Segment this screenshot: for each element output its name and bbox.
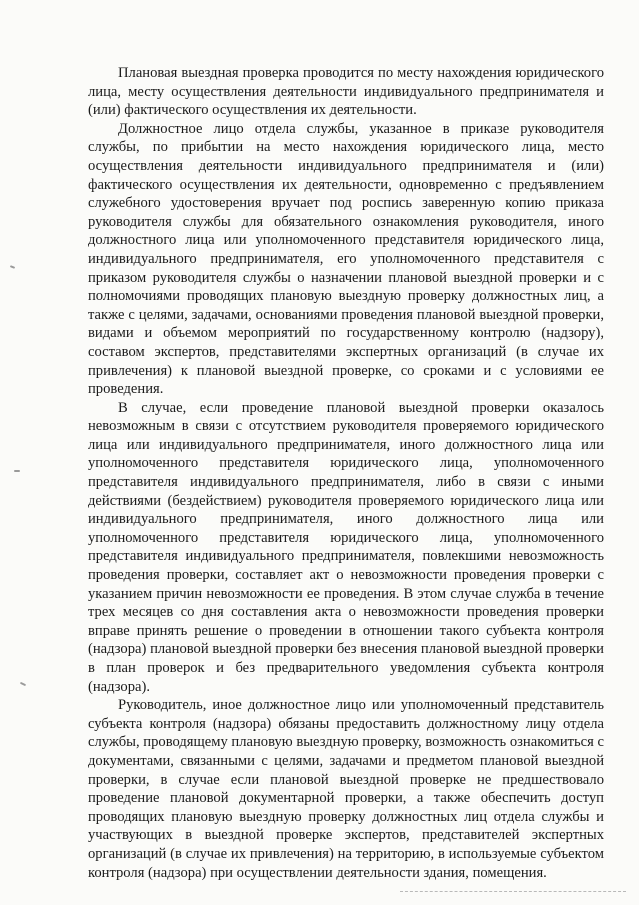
paragraph-impossibility-act: В случае, если проведение плановой выездной проверки оказалось невозможным в связи с отсутствием руководителя проверяемого юридического лица или индивидуального предпринимателя, иного должностного лица или уполномоченного представителя юридического лица, уполномоченного представителя индивидуального предпринимателя, либо в связи с иными действиями (бездействием) руководителя проверяемого юридического лица или индивидуального предпринимателя, иного должностного лица или уполномоченного представителя юридического лица, уполномоченного представителя индивидуального предпринимателя, повлекшими невозможность проведения проверки, составляет акт о невозможности проведения проверки с указанием причин невозможности ее проведения. В этом случае служба в течение трех месяцев со дня составления акта о невозможности проведения проверки вправе принять решение о проведении в отношении такого субъекта контроля (надзора) плановой выездной проверки без внесения плановой выездной проверки в план проверок и без предварительного уведомления субъекта контроля (надзора). bbox=[88, 399, 604, 695]
document-page bbox=[88, 64, 604, 882]
scan-artifact-mark bbox=[14, 470, 20, 472]
page-bottom-rule bbox=[400, 891, 626, 892]
scan-artifact-mark bbox=[10, 265, 15, 269]
paragraph-site-of-inspection: Плановая выездная проверка проводится по месту нахождения юридического лица, месту осуществления деятельности индивидуального предпринимателя и (или) фактического осуществления их деятельности. bbox=[88, 65, 604, 119]
scan-artifact-mark bbox=[20, 682, 26, 686]
paragraph-access-obligations: Руководитель, иное должностное лицо или уполномоченный представитель субъекта контроля (надзора) обязаны предоставить должностному лицу отдела службы, проводящему плановую выездную проверку, возможность ознакомиться с документами, связанными с целями, задачами и предметом плановой выездной проверки, в случае если плановой выездной проверке не предшествовало проведение плановой документарной проверки, а также обеспечить доступ проводящих плановую выездную проверку должностных лиц отдела службы и участвующих в выездной проверке экспертов, представителей экспертных организаций (в случае их привлечения) на территорию, в используемые субъектом контроля (надзора) при осуществлении деятельности здания, помещения. bbox=[88, 697, 604, 881]
paragraph-official-arrival: Должностное лицо отдела службы, указанное в приказе руководителя службы, по прибытии на место нахождения юридического лица, место осуществления деятельности индивидуального предпринимателя и (или) фактического осуществления их деятельности, одновременно с предъявлением служебного удостоверения вручает под роспись заверенную копию приказа руководителя службы для обязательного ознакомления руководителя, иного должностного лица или уполномоченного представителя юридического лица, индивидуального предпринимателя, его уполномоченного представителя с приказом руководителя службы о назначении плановой выездной проверки и с полномочиями проводящих плановую выездную проверку должностных лиц, а также с целями, задачами, основаниями проведения плановой выездной проверки, видами и объемом мероприятий по государственному контролю (надзору), составом экспертов, представителями экспертных организаций (в случае их привлечения) к плановой выездной проверке, со сроками и с условиями ее проведения. bbox=[88, 120, 604, 398]
